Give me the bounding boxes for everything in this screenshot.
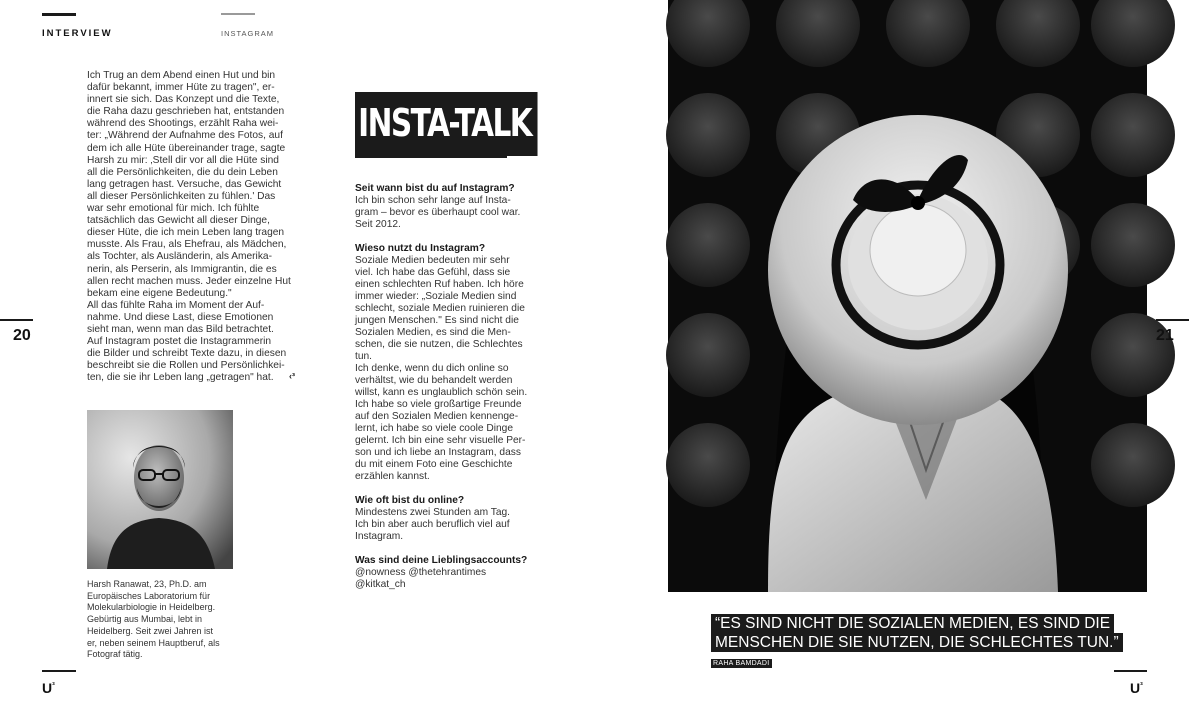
quote-author: RAHA BAMDADI [713, 660, 770, 667]
logo-sup: ³ [1140, 680, 1143, 690]
magazine-logo-right [1130, 680, 1143, 696]
section-label: INTERVIEW [42, 28, 113, 39]
logo-letter: U [42, 680, 53, 696]
insta-talk-title-box [355, 92, 532, 158]
magazine-logo-left [42, 680, 55, 696]
subsection-label: INSTAGRAM [221, 29, 275, 38]
article-text: Ich Trug an dem Abend einen Hut und bin dafür bekannt, immer Hüte zu tragen", er- innert sie sich. Das Konzept und die Texte, die Raha dazu geschrieben hat, entstanden während des Shootings, erzählt Raha wei- ter: „Während der Aufnahme des Fotos, auf dem ich alle Hüte übereinander trage, sagte Harsh zu mir: ‚Stell dir vor all die Hüte sind all die Persönlichkeiten, die du dein Leben lang getragen hast. Versuche, das Gewicht all dieser Persönlichkeiten zu fühlen.' Das war sehr emotional für mich. Ich fühlte tatsächlich das Gewicht all dieser Dinge, dieser Hüte, die ich mein Leben lang tragen musste. Als Frau, als Ehefrau, als Mädchen, als Tochter, als Ausländerin, als Amerika- nerin, als Perserin, als Immigrantin, die es allen recht machen muss. Jeder einzelne Hut bekam eine eigene Bedeutung." All das fühlte Raha im Moment der Auf- nahme. Und diese Last, diese Emotionen sieht man, wenn man das Bild betrachtet. Auf Instagram postet die Instagrammerin die Bilder und schreibt Texte dazu, in diesen beschreibt sie die Rollen und Persönlichkei- ten, die sie ihr Leben lang „getragen" hat. [87, 70, 291, 384]
logo-sup: ³ [52, 680, 55, 690]
qa-answer: Ich bin schon sehr lange auf Insta- gram – bevor es überhaupt cool war. Seit 2012. [355, 195, 521, 230]
pull-quote [711, 614, 1123, 670]
qa-item [355, 495, 540, 543]
header-rule-left [42, 13, 76, 16]
insta-talk-qa [355, 183, 540, 603]
footer-rule-left [42, 670, 76, 672]
logo-letter: U [1130, 680, 1141, 696]
qa-answer: @nowness @thetehrantimes @kitkat_ch [355, 567, 487, 590]
footer-rule-right [1114, 670, 1147, 672]
photo-caption: Harsh Ranawat, 23, Ph.D. am Europäisches Laboratorium für Molekularbiologie in Heidelberg. Gebürtig aus Mumbai, lebt in Heidelberg. Seit zwei Jahren ist er, neben seinem Hauptberuf, als Fotograf tätig. [87, 579, 220, 660]
qa-question: Wieso nutzt du Instagram? [355, 243, 486, 254]
page-number-rule-left [0, 319, 33, 321]
qa-item [355, 183, 540, 231]
qa-question: Was sind deine Lieblingsaccounts? [355, 555, 528, 566]
page-number-left: 20 [13, 327, 31, 344]
main-photo [668, 0, 1147, 592]
article-end-mark: ‹³ [289, 371, 295, 381]
qa-answer: Mindestens zwei Stunden am Tag. Ich bin aber auch beruflich viel auf Instagram. [355, 507, 510, 542]
portrait-photo [87, 410, 233, 569]
qa-question: Wie oft bist du online? [355, 495, 465, 506]
header-rule-right [221, 13, 255, 15]
insta-talk-title: INSTA-TALK [355, 92, 537, 156]
page-number-right: 21 [1156, 327, 1174, 344]
qa-answer: Soziale Medien bedeuten mir sehr viel. Ich habe das Gefühl, dass sie einen schlechten Ruf haben. Ich höre immer wieder: „Soziale Medien sind schlecht, soziale Medien ruinieren die jungen Menschen." Es sind nicht die Sozialen Medien, es sind die Men- schen, die sie nutzen, die Schlechtes tun. Ich denke, wenn du dich online so verhältst, wie du behandelt werden willst, kann es unglaublich schön sein. Ich habe so viele großartige Freunde auf den Sozialen Medien kennenge- lernt, ich habe so viele coole Dinge gelernt. Ich bin eine sehr visuelle Per- son und ich liebe an Instagram, dass du mit einem Foto eine Geschichte erzählen kannst. [355, 255, 528, 482]
quote-line-2: MENSCHEN DIE SIE NUTZEN, DIE SCHLECHTES TUN.” [711, 633, 1123, 652]
qa-question: Seit wann bist du auf Instagram? [355, 183, 515, 194]
qa-item [355, 555, 540, 591]
page-number-rule-right [1156, 319, 1189, 321]
quote-line-1: “ES SIND NICHT DIE SOZIALEN MEDIEN, ES SIND DIE [711, 614, 1114, 633]
qa-item [355, 243, 540, 483]
